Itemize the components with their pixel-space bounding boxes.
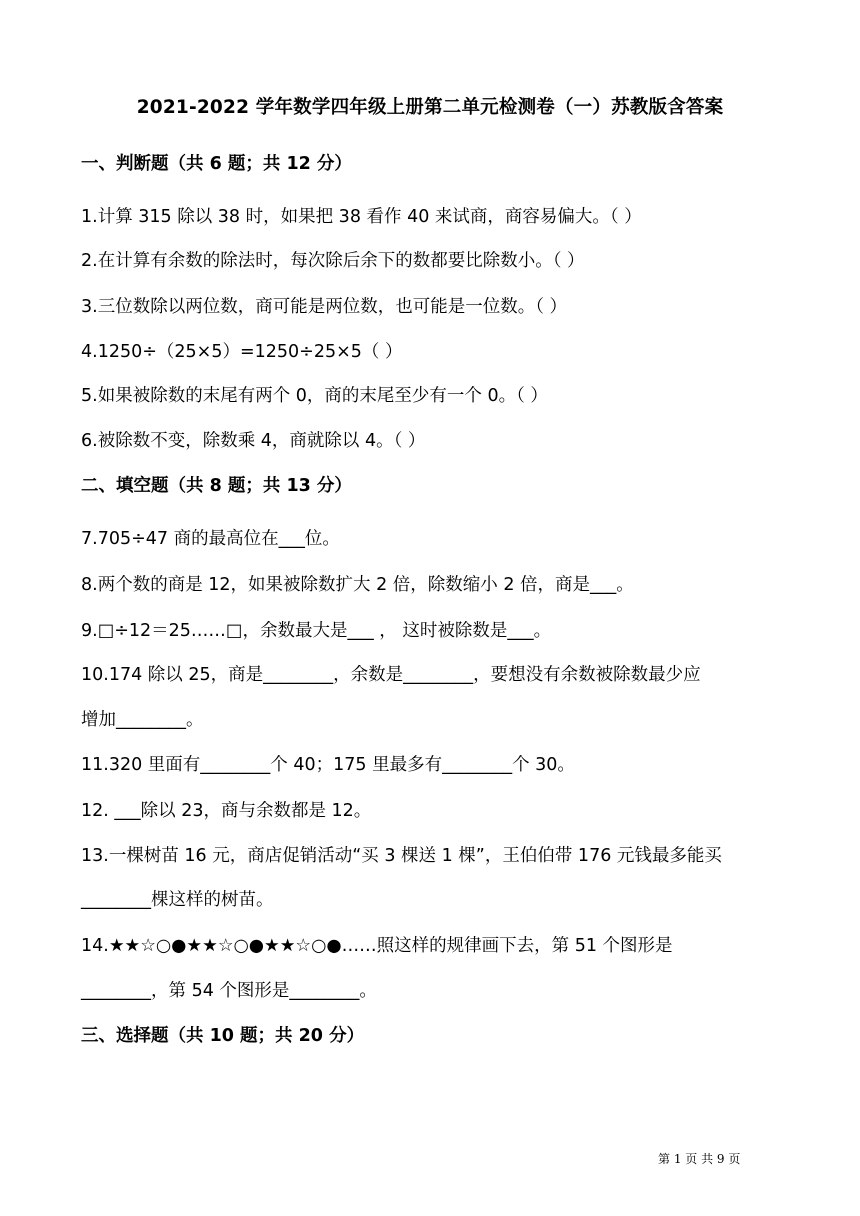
question-7: 7.705÷47 商的最高位在___位。 [81,529,340,549]
question-9: 9.□÷12＝25……□，余数最大是___ ， 这时被除数是___。 [81,621,552,641]
question-1: 1.计算 315 除以 38 时，如果把 38 看作 40 来试商，商容易偏大。（ ） [81,207,642,227]
question-2: 2.在计算有余数的除法时，每次除后余下的数都要比除数小。（ ） [81,251,585,271]
question-11: 11.320 里面有________个 40；175 里最多有________个 30。 [81,755,575,775]
page-number-footer: 第 1 页 共 9 页 [658,1152,741,1166]
question-6: 6.被除数不变，除数乘 4，商就除以 4。（ ） [81,431,426,451]
question-10: 10.174 除以 25，商是________，余数是________，要想没有余数被除数最少应 [81,665,701,685]
question-14: 14.★★☆○●★★☆○●★★☆○●……照这样的规律画下去，第 51 个图形是 [81,936,673,956]
section-heading-fill-blank: 二、填空题（共 8 题；共 13 分） [81,476,352,496]
question-12: 12. ___除以 23，商与余数都是 12。 [81,801,372,821]
section-heading-multiple-choice: 三、选择题（共 10 题；共 20 分） [81,1026,365,1046]
question-4: 4.1250÷（25×5）=1250÷25×5（ ） [81,342,403,362]
question-8: 8.两个数的商是 12，如果被除数扩大 2 倍，除数缩小 2 倍，商是___。 [81,575,634,595]
section-heading-judgement: 一、判断题（共 6 题；共 12 分） [81,154,352,174]
question-13: 13.一棵树苗 16 元，商店促销活动“买 3 棵送 1 棵”，王伯伯带 176 元钱最多能买 [81,846,722,866]
document-title: 2021-2022 学年数学四年级上册第二单元检测卷（一）苏教版含答案 [136,97,724,118]
question-3: 3.三位数除以两位数，商可能是两位数，也可能是一位数。（ ） [81,297,568,317]
question-5: 5.如果被除数的末尾有两个 0，商的末尾至少有一个 0。（ ） [81,386,548,406]
question-13-continued: ________棵这样的树苗。 [81,890,274,910]
question-14-continued: ________，第 54 个图形是________。 [81,981,377,1001]
question-10-continued: 增加________。 [81,710,204,730]
